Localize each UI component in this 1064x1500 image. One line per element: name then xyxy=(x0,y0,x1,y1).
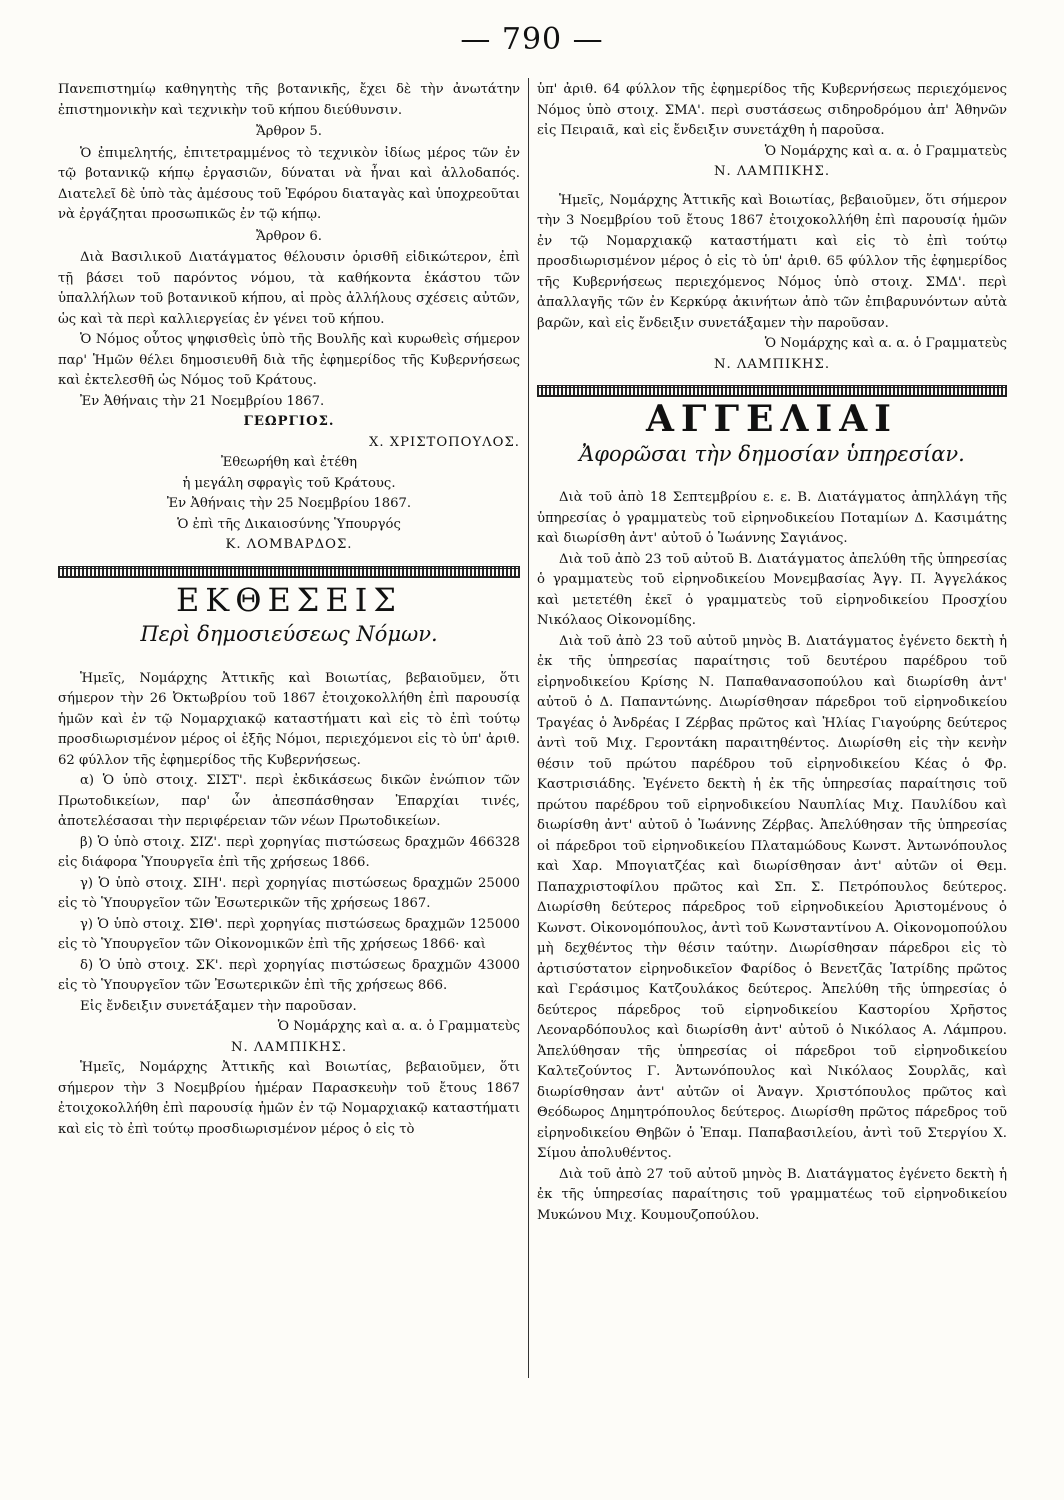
report-1-item-b: β) Ὁ ὑπὸ στοιχ. ΣΙΖ'. περὶ χορηγίας πιστώσεως δραχμῶν 466328 εἰς διάφορα Ὑπουργεῖα ἐπὶ τῆς χρήσεως 1866. xyxy=(58,834,520,870)
justice-minister-name: Κ. ΛΟΜΒΑΡΔΟΣ. xyxy=(225,537,353,552)
report-1-signature-line: Ὁ Νομάρχης καὶ α. α. ὁ Γραμματεὺς xyxy=(277,1019,520,1034)
report-1-intro: Ἡμεῖς, Νομάρχης Ἀττικῆς καὶ Βοιωτίας, βεβαιοῦμεν, ὅτι σήμερον τὴν 26 Ὀκτωβρίου τοῦ 1867 ἐτοιχοκολλήθη ἐπὶ παρουσίᾳ ἡμῶν καὶ ἐν τῷ Νομαρχιακῷ καταστήματι καὶ εἰς τὸ ἐπὶ τούτῳ προσδιωρισμένον μέρος οἱ ἑξῆς Νόμοι, περιεχόμενοι εἰς τὸ ὑπ' ἀριθ. 62 φύλλον τῆς ἐφημερίδος τῆς Κυβερνήσεως. xyxy=(58,670,520,768)
section-subtitle-right: Ἀφορῶσαι τὴν δημοσίαν ὑπηρεσίαν. xyxy=(579,441,965,466)
notice-1: Διὰ τοῦ ἀπὸ 18 Σεπτεμβρίου ε. ε. Β. Διατάγματος ἀπηλλάγη τῆς ὑπηρεσίας ὁ γραμματεὺς τοῦ εἰρηνοδικείου Ποταμίων Δ. Κασιμάτης καὶ διωρίσθη ἀντ' αὐτοῦ ὁ Ἰωάννης Σαγιάνος. xyxy=(537,490,1007,546)
report-2-signature-name: Ν. ΛΑΜΠΙΚΗΣ. xyxy=(713,164,831,179)
report-1-item-d: δ) Ὁ ὑπὸ στοιχ. ΣΚ'. περὶ χορηγίας πιστώσεως δραχμῶν 43000 εἰς τὸ Ὑπουργεῖον τῶν Ἐσωτερικῶν ἐπὶ τῆς χρήσεως 866. xyxy=(58,957,520,993)
notice-4: Διὰ τοῦ ἀπὸ 27 τοῦ αὐτοῦ μηνὸς Β. Διατάγματος ἐγένετο δεκτὴ ἡ ἐκ τῆς ὑπηρεσίας παραίτησις τοῦ γραμματέως τοῦ εἰρηνοδικείου Μυκώνου Μιχ. Κουμουζοπούλου. xyxy=(537,1166,1007,1223)
report-1-item-c2: γ) Ὁ ὑπὸ στοιχ. ΣΙΘ'. περὶ χορηγίας πιστώσεως δραχμῶν 125000 εἰς τὸ Ὑπουργεῖον τῶν Οἰκονομικῶν ἐπὶ τῆς χρήσεως 1866· καὶ xyxy=(58,916,520,952)
report-3-signature-line: Ὁ Νομάρχης καὶ α. α. ὁ Γραμματεὺς xyxy=(764,336,1007,351)
notice-2: Διὰ τοῦ ἀπὸ 23 τοῦ αὐτοῦ Β. Διατάγματος ἀπελύθη τῆς ὑπηρεσίας ὁ γραμματεὺς τοῦ εἰρηνοδικείου Μονεμβασίας Ἀγγ. Π. Ἀγγελάκος καὶ μετετέθη ἐκεῖ ὁ γραμματεὺς τοῦ εἰρηνοδικείου Προσχίου Νικόλαος Οἰκονομίδης. xyxy=(537,551,1007,628)
report-1-item-c: γ) Ὁ ὑπὸ στοιχ. ΣΙΗ'. περὶ χορηγίας πιστώσεως δραχμῶν 25000 εἰς τὸ Ὑπουργεῖον τῶν Ἐσωτερικῶν τῆς χρήσεως 1867. xyxy=(58,875,520,911)
date-line: Ἐν Ἀθήναις τὴν 21 Νοεμβρίου 1867. xyxy=(80,393,325,409)
law-enactment-text: Ὁ Νόμος οὗτος ψηφισθεὶς ὑπὸ τῆς Βουλῆς καὶ κυρωθεὶς σήμερον παρ' Ἡμῶν θέλει δημοσιευθῆ διὰ τῆς ἐφημερίδος τῆς Κυβερνήσεως καὶ ἐκτελεσθῆ ὡς Νόμος τοῦ Κράτους. xyxy=(58,332,520,388)
article-5-text: Ὁ ἐπιμελητής, ἐπιτετραμμένος τὸ τεχνικὸν ἰδίως μέρος τῶν ἐν τῷ βοτανικῷ κήπῳ ἐργασιῶν, δύναται νὰ ἦναι καὶ ἀλλοδαπός. Διατελεῖ δὲ ὑπὸ τὰς ἀμέσους τοῦ Ἐφόρου διαταγὰς καὶ ὑποχρεοῦται νὰ ἐργάζηται προσωπικῶς ἐν τῷ κήπῳ. xyxy=(58,145,520,222)
page-number: — 790 — xyxy=(460,22,604,57)
report-2-intro: Ἡμεῖς, Νομάρχης Ἀττικῆς καὶ Βοιωτίας, βεβαιοῦμεν, ὅτι σήμερον τὴν 3 Νοεμβρίου ἡμέραν Παρασκευὴν τοῦ ἔτους 1867 ἐτοιχοκολλήθη ἐπὶ παρουσίᾳ ἡμῶν ἐν τῷ Νομαρχιακῷ καταστήματι καὶ εἰς τὸ ἐπὶ τούτῳ προσδιωρισμένον μέρος ὁ εἰς τὸ xyxy=(58,1060,520,1137)
article-5-heading: Ἄρθρον 5. xyxy=(256,124,322,139)
report-2-signature-line: Ὁ Νομάρχης καὶ α. α. ὁ Γραμματεὺς xyxy=(764,143,1007,159)
notice-3: Διὰ τοῦ ἀπὸ 23 τοῦ αὐτοῦ μηνὸς Β. Διατάγματος ἐγένετο δεκτὴ ἡ ἐκ τῆς ὑπηρεσίας παραίτησις τοῦ δευτέρου παρέδρου τοῦ εἰρηνοδικείου Κρίσης Ν. Παπαθανασοπούλου καὶ διωρίσθη ἀντ' αὐτοῦ ὁ Δ. Παπαντώνης. Διωρίσθησαν πάρεδροι τοῦ εἰρηνοδικείου Τραγέας ὁ Ἀνδρέας Ι Ζέρβας πρῶτος καὶ Ἠλίας Γιαγούρης δεύτερος ἀντὶ τοῦ Μιχ. Γεροντάκη παραιτηθέντος. Διωρίσθη εἰς τὴν κενὴν θέσιν τοῦ πρώτου παρέδρου τοῦ εἰρηνοδικείου Κέας ὁ Φρ. Καστρισιάδης. Ἐγένετο δεκτὴ ἡ ἐκ τῆς ὑπηρεσίας παραίτησις τοῦ πρώτου παρέδρου τοῦ εἰρηνοδικείου Ναυπλίας Μιχ. Παυλίδου καὶ διωρίσθη ἀντ' αὐτοῦ ὁ Ἰωάννης Ζέρβας. Ἀπελύθησαν τῆς ὑπηρεσίας οἱ πάρεδροι τοῦ εἰρηνοδικείου Πλαταμώδους Κωνστ. Ἀντωνόπουλος καὶ Χαρ. Μπογιατζέας καὶ διωρίσθησαν ἀντ' αὐτῶν οἱ Θεμ. Παπαχριστοφίλου πρῶτος καὶ Σπ. Σ. Πετρόπουλος δεύτερος. Διωρίσθη δεύτερος πάρεδρος τοῦ εἰρηνοδικείου Ἀριστομένους ὁ Κωνστ. Οἰκονομόπουλος, ἀντὶ τοῦ Κωνσταντίνου Α. Οἰκονομοπούλου μὴ δεχθέντος τὴν θέσιν ταύτην. Διωρίσθησαν πάρεδροι εἰς τὸ ἀρτισύστατον εἰρηνοδικεῖον Φαρίδος ὁ Βενετζᾶς Ἰατρίδης πρῶτος καὶ Γεράσιμος Κατζουλάκος δεύτερος. Ἀπελύθη τῆς ὑπηρεσίας ὁ δεύτερος πάρεδρος τοῦ εἰρηνοδικείου Καστορίου Χρῆστος Λεοναρδόπουλος καὶ διωρίσθη ἀντ' αὐτοῦ ὁ Νικόλαος Α. Λάμπρου. Ἀπελύθησαν τῆς ὑπηρεσίας οἱ πάρεδροι τοῦ εἰρηνοδικείου Καλτεζούντος Γ. Ἀντωνόπουλος καὶ Νικόλαος Σουρλᾶς, καὶ διωρίσθησαν ἀντ' αὐτῶν οἱ Ἀναγν. Χριστόπουλος πρῶτος καὶ Θεόδωρος Δημητρόπουλος δεύτερος. Διωρίσθη πρῶτος πάρεδρος τοῦ εἰρηνοδικείου Θηβῶν ὁ Ἐπαμ. Παπαβασιλείου, ἀντὶ τοῦ Στεργίου Χ. Σίμου ἀπολυθέντος. xyxy=(537,633,1007,1161)
report-1-signature-name: Ν. ΛΑΜΠΙΚΗΣ. xyxy=(230,1039,348,1055)
report-1-item-a: α) Ὁ ὑπὸ στοιχ. ΣΙΣΤ'. περὶ ἐκδικάσεως δικῶν ἐνώπιον τῶν Πρωτοδικείων, παρ' ὧν ἀπεσπάσθησαν Ἐπαρχίαι τινές, ἀποτελέσασαι τὴν περιφέρειαν τῶν νέων Πρωτοδικείων. xyxy=(58,773,520,829)
report-3-text: Ἡμεῖς, Νομάρχης Ἀττικῆς καὶ Βοιωτίας, βεβαιοῦμεν, ὅτι σήμερον τὴν 3 Νοεμβρίου τοῦ ἔτους 1867 ἐτοιχοκολλήθη ἐπὶ παρουσίᾳ ἡμῶν ἐν τῷ Νομαρχιακῷ καταστήματι καὶ εἰς τὸ ἐπὶ τούτῳ προσδιωρισμένον μέρος ὁ εἰς τὸ ὑπ' ἀριθ. 65 φύλλον τῆς ἐφημερίδος τῆς Κυβερνήσεως περιεχόμενος Νόμος ὑπὸ στοιχ. ΣΜΔ'. περὶ ἀπαλλαγῆς τῶν ἐν Κερκύρᾳ ἀκινήτων ἀπὸ τῶν ἐπιβαρυνόντων αὐτὰ βαρῶν, καὶ εἰς ἔνδειξιν συνετάξαμεν τὴν παροῦσαν. xyxy=(537,192,1007,331)
article-6-text: Διὰ Βασιλικοῦ Διατάγματος θέλουσιν ὁρισθῆ εἰδικώτερον, ἐπὶ τῇ βάσει τοῦ παρόντος νόμου, τὰ καθήκοντα ἑκάστου τῶν ὑπαλλήλων τοῦ βοτανικοῦ κήπου, αἱ πρὸς ἀλλήλους σχέσεις αὐτῶν, ὡς καὶ τὰ περὶ καλλιεργείας ἐν γένει τοῦ κήπου. xyxy=(58,250,520,327)
minister-signature: Χ. ΧΡΙΣΤΟΠΟΥΛΟΣ. xyxy=(368,434,520,450)
justice-minister-title: Ὁ ἐπὶ τῆς Δικαιοσύνης Ὑπουργός xyxy=(177,516,401,532)
section-title-aggeliai: ΑΓΓΕΛΙΑΙ xyxy=(645,398,899,440)
section-divider xyxy=(58,566,520,578)
seal-line-1: Ἐθεωρήθη καὶ ἐτέθη xyxy=(220,455,357,470)
king-signature: ΓΕΩΡΓΙΟΣ. xyxy=(243,414,335,429)
section-subtitle: Περὶ δημοσιεύσεως Νόμων. xyxy=(140,622,438,646)
section-divider-right xyxy=(537,385,1007,397)
column-divider xyxy=(528,78,529,1378)
left-column xyxy=(58,80,520,1140)
seal-line-2: ἡ μεγάλη σφραγὶς τοῦ Κράτους. xyxy=(182,475,396,491)
section-title-ektheseis: ΕΚΘΕΣΕΙΣ xyxy=(175,580,403,619)
article-6-heading: Ἄρθρον 6. xyxy=(256,228,322,244)
report-3-signature-name: Ν. ΛΑΜΠΙΚΗΣ. xyxy=(713,356,831,372)
seal-date: Ἐν Ἀθήναις τὴν 25 Νοεμβρίου 1867. xyxy=(166,496,412,511)
report-1-closing: Εἰς ἔνδειξιν συνετάξαμεν τὴν παροῦσαν. xyxy=(80,998,357,1014)
report-2-continuation: ὑπ' ἀριθ. 64 φύλλον τῆς ἐφημερίδος τῆς Κυβερνήσεως περιεχόμενος Νόμος ὑπὸ στοιχ. ΣΜΑ'. περὶ συστάσεως σιδηροδρόμου ἀπ' Ἀθηνῶν εἰς Πειραιᾶ, καὶ εἰς ἔνδειξιν συνετάχθη ἡ παροῦσα. xyxy=(537,82,1007,138)
right-column xyxy=(537,80,1007,1226)
intro-paragraph: Πανεπιστημίῳ καθηγητὴς τῆς βοτανικῆς, ἔχει δὲ τὴν ἀνωτάτην ἐπιστημονικὴν καὶ τεχνικὴν τοῦ κήπου διεύθυνσιν. xyxy=(58,82,520,118)
